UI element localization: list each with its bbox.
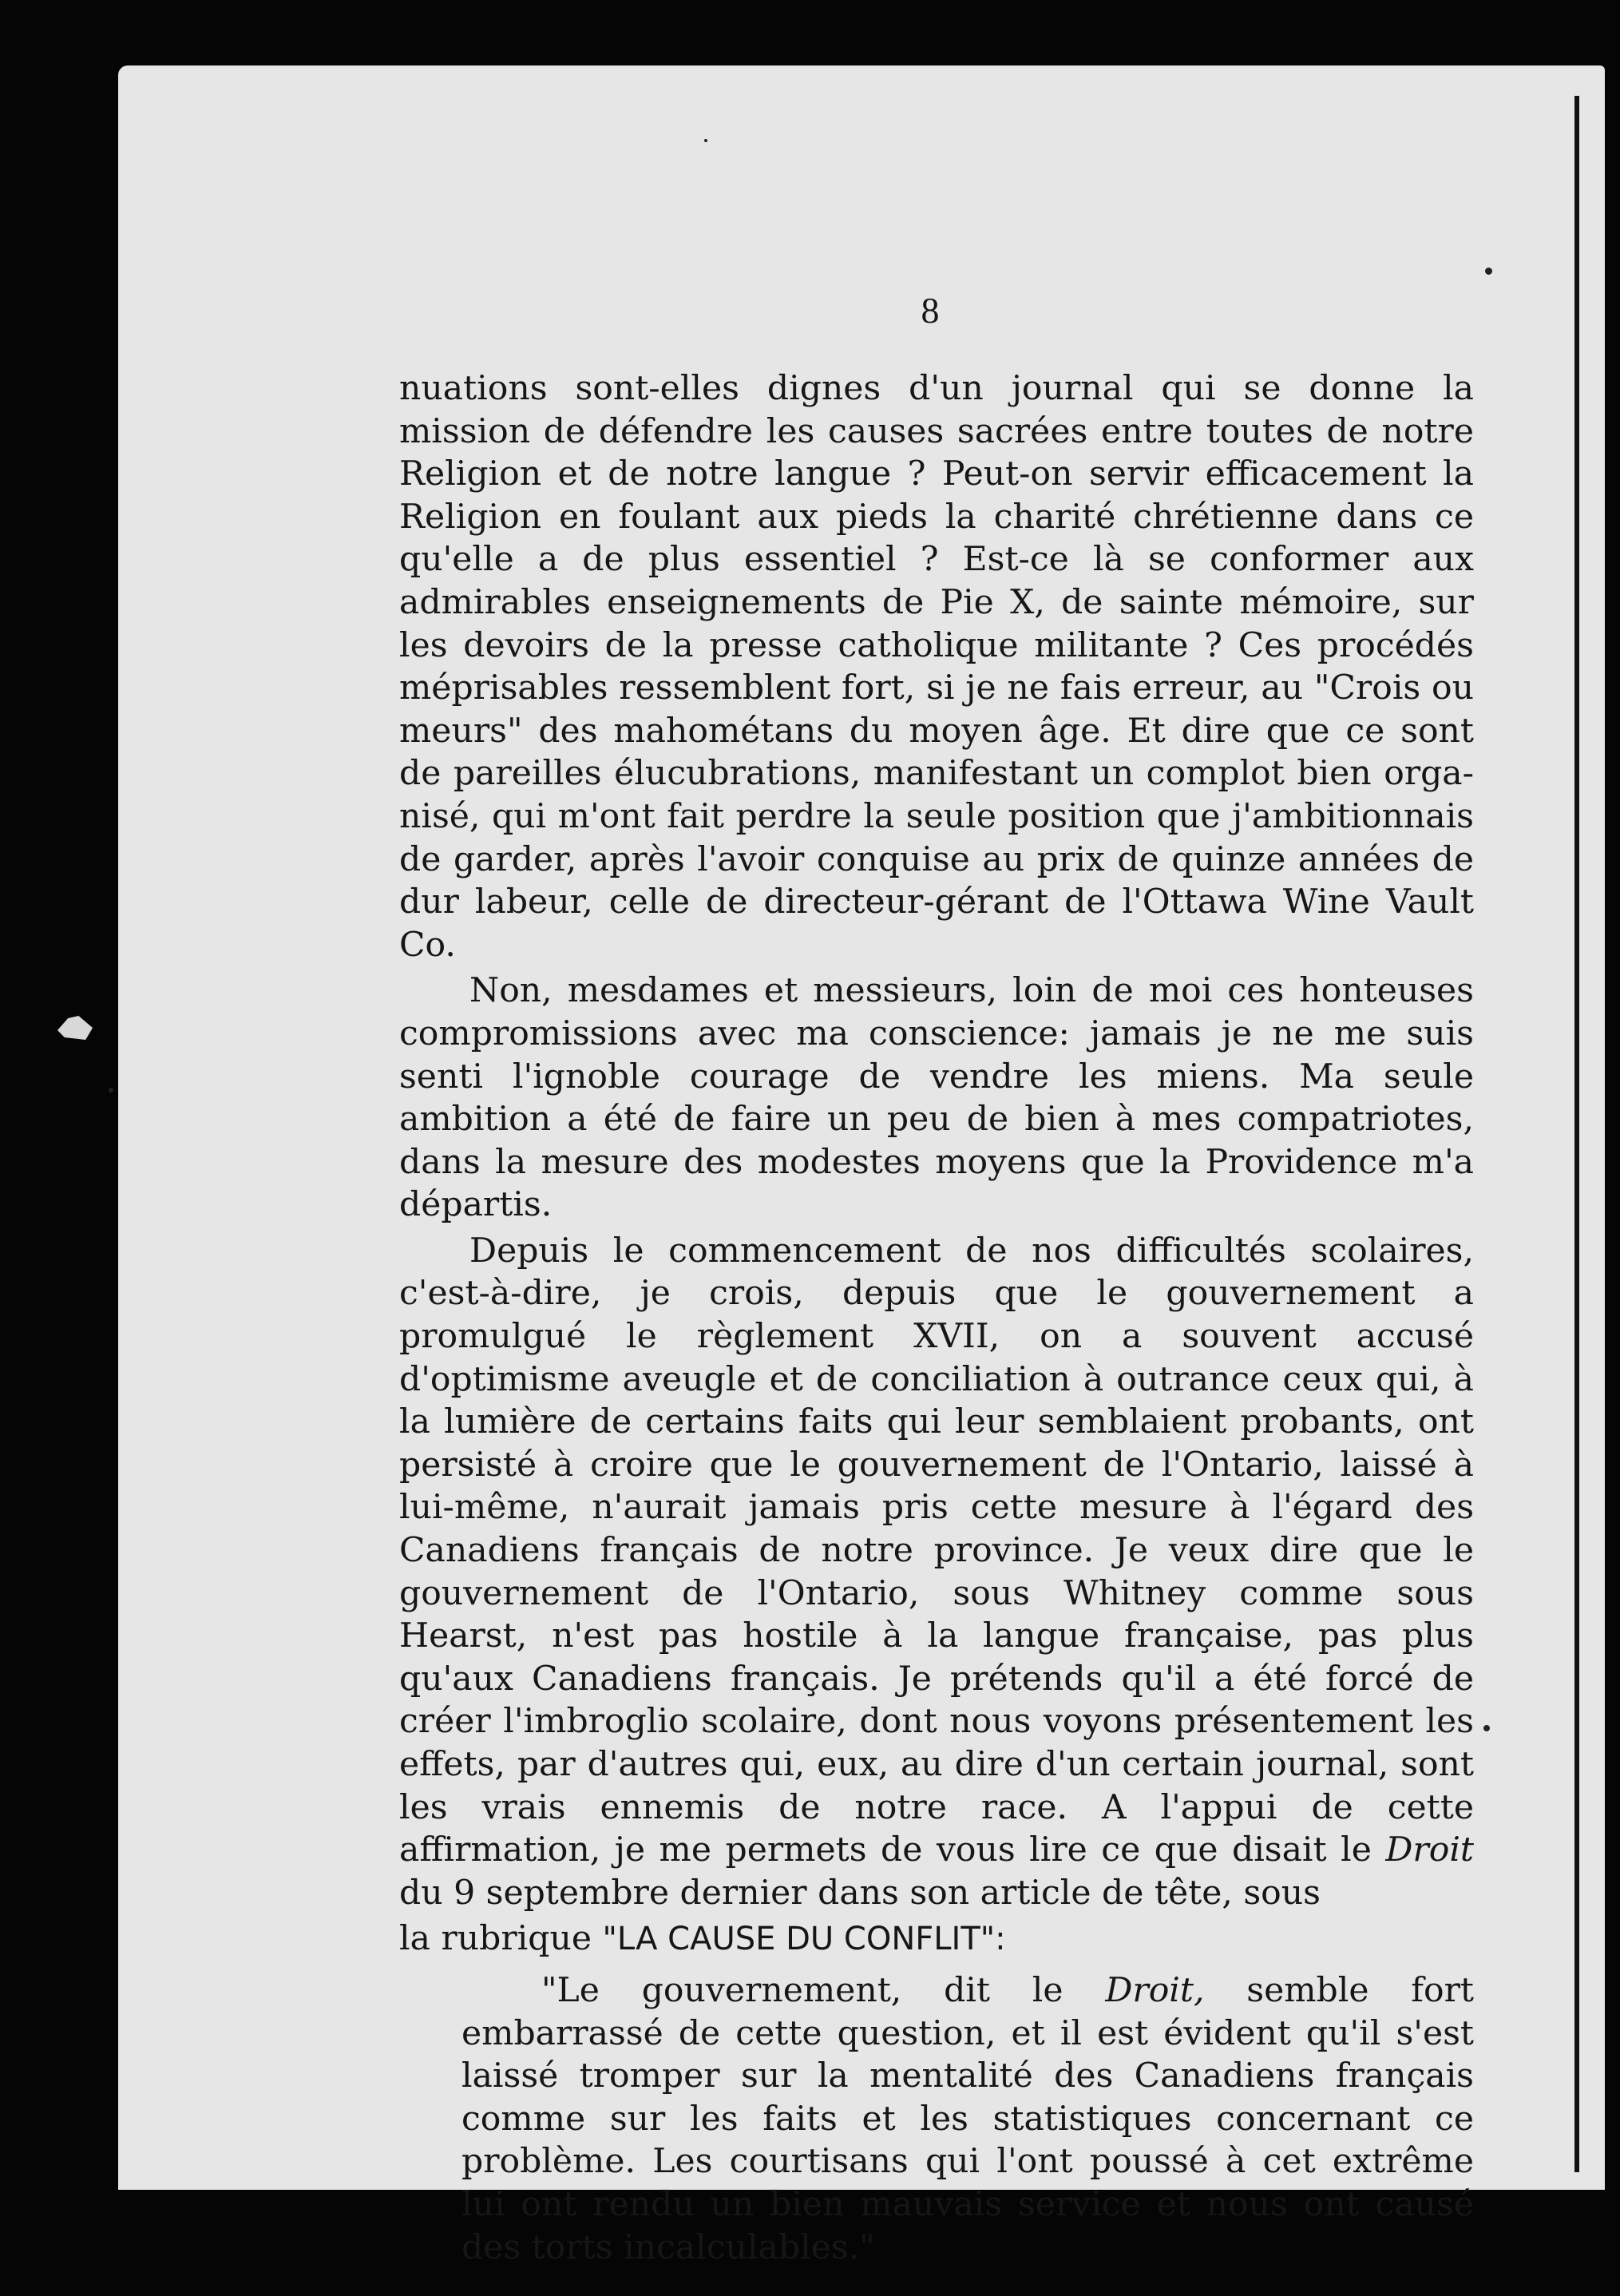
text-line: Est-ce là se conformer aux admirables enseignements de Pie X, de: [399, 540, 1475, 622]
body-text: [399, 367, 1474, 2269]
block-quote: [461, 1969, 1474, 2269]
text-line: notre langue ? Peut-on servir efficacement la Religion en foulant: [399, 454, 1474, 537]
text-line: défendre les causes sacrées entre toutes de notre Religion et de: [399, 411, 1474, 494]
scan-speck: [1485, 268, 1492, 275]
rubric-title: "LA CAUSE DU CONFLIT":: [602, 1921, 1006, 1958]
text-line: labeur, celle de directeur-gérant de l'Ottawa Wine Vault Co.: [399, 882, 1474, 965]
text-line: sont de pareilles élucubrations, manifestant un complot bien orga-: [399, 711, 1474, 794]
paragraph-3-body: Depuis le commencement de nos difficultés scolaires, c'est-à-dire, je crois, depuis que le gouvernement a promulgué le règlement XVII, on a souvent accusé d'optimisme aveugle et de conciliation à outrance ceux qui, à la lumière de certains faits qui leur semblaient probants, ont persisté à croire que le gouvernement de l'Ontario, laissé à lui-même, n'aurait jamais pris cette mesure à l'égard des Canadiens français de notre province. Je veux dire que le gouvernement de l'Ontario, sous Whitney comme sous Hearst, n'est pas hostile à la langue française, pas plus qu'aux Canadiens français. Je prétends qu'il a été forcé de créer l'imbroglio scolaire, dont nous voyons présentement les effets, par d'autres qui, eux, au dire d'un certain journal, sont les vrais ennemis de notre race. A l'appui de cette affirmation, je me permets de vous lire ce que: [399, 1231, 1474, 1870]
text-line: nisé, qui m'ont fait perdre la seule position que j'ambitionnais de: [399, 796, 1474, 879]
rubric-intro: la rubrique: [399, 1919, 592, 1959]
quote-newspaper-name: Droit,: [1105, 1970, 1205, 2010]
paragraph-1: [399, 367, 1474, 966]
page-number: 8: [921, 290, 940, 331]
scan-speck: [1483, 1725, 1490, 1731]
text-line: sainte mémoire, sur les devoirs de la presse catholique militante ?: [399, 582, 1474, 665]
quote-after: semble fort embarrassé de cette question, et il est évident qu'il s'est laissé tromper sur la mentalité des Canadiens français comme sur les faits et les statistiques concernant ce problème. Les courtisans qui l'ont poussé à cet extrême lui ont rendu un bien mauvais service et nous ont causé des torts incalculables.": [461, 1970, 1474, 2267]
paragraph-3-tail-after: du 9 septembre dernier dans son article de tête, sous: [399, 1873, 1321, 1913]
rubric-line: [399, 1917, 1474, 1961]
paragraph-3-tail-before: disait le: [1231, 1830, 1372, 1870]
paragraph-2: Non, mesdames et messieurs, loin de moi ces honteuses compromissions avec ma conscience: jamais je ne me suis senti l'ignoble courage de vendre les miens. Ma seule ambition a été de faire un peu de bien à mes compatriotes, dans la mesure des modestes moyens que la Providence m'a départis.: [399, 971, 1474, 1225]
text-line: nuations sont-elles dignes d'un journal qui se donne la mission de: [399, 369, 1474, 451]
newspaper-name: Droit: [1385, 1830, 1475, 1870]
text-line: "Crois ou meurs" des mahométans du moyen âge. Et dire que ce: [399, 668, 1474, 751]
scan-speck: [109, 1088, 113, 1092]
scan-speck: [704, 139, 707, 142]
text-line: aux pieds la charité chrétienne dans ce qu'elle a de plus essentiel ?: [399, 497, 1475, 580]
paragraph-3: [399, 1230, 1474, 1915]
text-line: Ces procédés méprisables ressemblent fort, si je ne fais erreur, au: [399, 625, 1474, 708]
scan-blot: [57, 1016, 93, 1040]
text-line: garder, après l'avoir conquise au prix de quinze années de dur: [399, 839, 1474, 922]
binding-edge: [1574, 96, 1579, 2172]
quote-before: "Le gouvernement, dit le: [541, 1970, 1063, 2010]
